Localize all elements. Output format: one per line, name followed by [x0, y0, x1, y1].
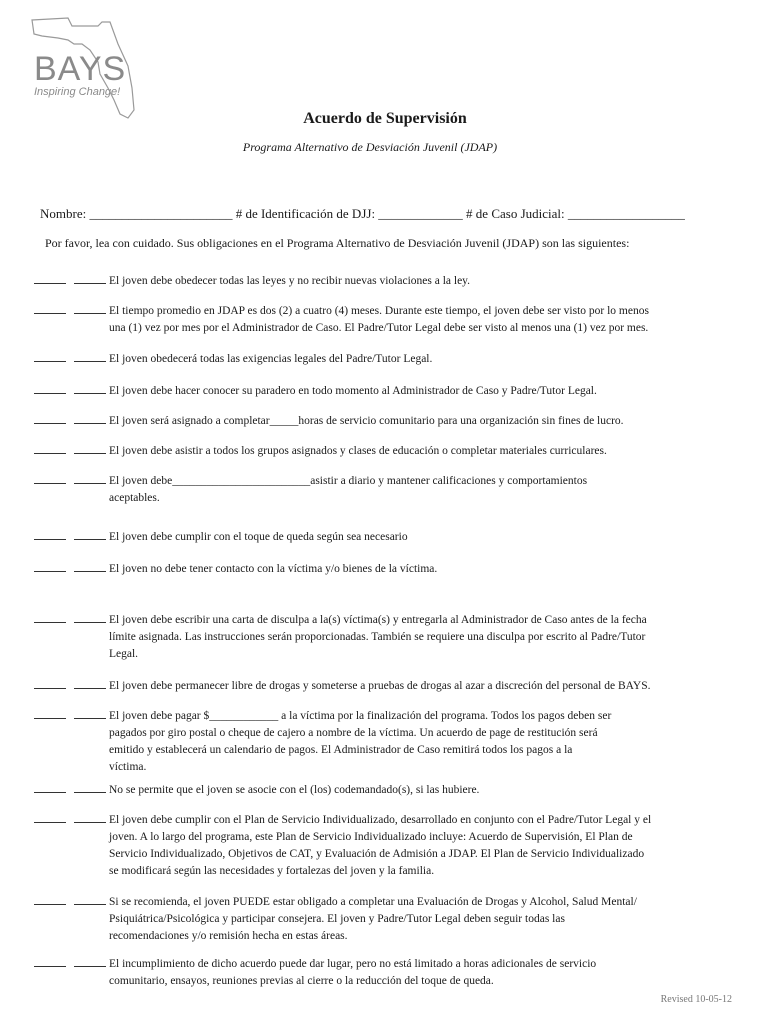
initial-blank-1[interactable] [34, 528, 66, 540]
obligation-text: El joven será asignado a completar_____horas de servicio comunitario para una organización sin fines de lucro. [109, 415, 624, 427]
initial-blank-2[interactable] [74, 781, 106, 793]
initial-blank-1[interactable] [34, 382, 66, 394]
obligation-item [34, 560, 437, 578]
initial-blank-1[interactable] [34, 893, 66, 905]
obligation-text: No se permite que el joven se asocie con el (los) codemandado(s), si las hubiere. [109, 784, 480, 796]
obligation-text: se modificará según las necesidades y fortalezas del joven y la familia. [109, 865, 435, 877]
document-subtitle: Programa Alternativo de Desviación Juvenil (JDAP) [242, 140, 498, 154]
obligation-text: pagados por giro postal o cheque de cajero a nombre de la víctima. Un acuerdo de page de restitución será [109, 727, 598, 739]
logo-name: BAYS [34, 50, 127, 88]
initial-blank-1[interactable] [34, 611, 66, 623]
intro-text: Por favor, lea con cuidado. Sus obligaciones en el Programa Alternativo de Desviación Juvenil (JDAP) son las siguientes: [45, 236, 630, 250]
initial-blank-1[interactable] [34, 472, 66, 484]
initial-blank-1[interactable] [34, 412, 66, 424]
obligation-item [34, 781, 479, 799]
initial-blank-1[interactable] [34, 707, 66, 719]
obligation-text: El joven debe permanecer libre de drogas y someterse a pruebas de drogas al azar a discreción del personal de BAYS. [109, 680, 651, 692]
obligation-item [34, 707, 611, 776]
obligation-item [34, 272, 470, 290]
obligation-item [34, 350, 432, 368]
initial-blank-1[interactable] [34, 442, 66, 454]
initial-blank-2[interactable] [74, 350, 106, 362]
obligation-text: El tiempo promedio en JDAP es dos (2) a cuatro (4) meses. Durante este tiempo, el joven debe ser visto por lo menos [109, 305, 649, 317]
obligation-text: El joven debe hacer conocer su paradero en todo momento al Administrador de Caso y Padre/Tutor Legal. [109, 385, 597, 397]
initial-blank-2[interactable] [74, 811, 106, 823]
obligation-text: Legal. [109, 648, 139, 660]
obligation-text: Si se recomienda, el joven PUEDE estar obligado a completar una Evaluación de Drogas y Alcohol, Salud Mental/ [109, 896, 637, 908]
obligation-item [34, 893, 637, 945]
obligation-text: El joven obedecerá todas las exigencias legales del Padre/Tutor Legal. [109, 353, 433, 365]
obligation-item [34, 442, 607, 460]
obligation-text: El joven debe________________________asistir a diario y mantener calificaciones y comportamientos [109, 475, 588, 487]
obligation-text: El joven debe cumplir con el toque de queda según sea necesario [109, 531, 408, 543]
obligation-text: El incumplimiento de dicho acuerdo puede dar lugar, pero no está limitado a horas adicionales de servicio [109, 958, 597, 970]
obligation-item [34, 528, 408, 546]
initial-blank-1[interactable] [34, 781, 66, 793]
obligation-item [34, 677, 650, 695]
document-title: Acuerdo de Supervisión [303, 110, 467, 127]
obligation-text: Psiquiátrica/Psicológica y participar consejera. El joven y Padre/Tutor Legal deben seguir todas las [109, 913, 565, 925]
initial-blank-2[interactable] [74, 382, 106, 394]
initial-blank-2[interactable] [74, 442, 106, 454]
logo-tagline: Inspiring Change! [34, 86, 121, 98]
initial-blank-2[interactable] [74, 893, 106, 905]
obligation-text: El joven debe pagar $____________ a la víctima por la finalización del programa. Todos los pagos deben ser [109, 710, 612, 722]
obligation-text: El joven debe asistir a todos los grupos asignados y clases de educación o completar materiales curriculares. [109, 445, 607, 457]
initial-blank-2[interactable] [74, 560, 106, 572]
obligation-item [34, 382, 597, 400]
obligation-text: comunitario, ensayos, reuniones previas al cierre o la reducción del toque de queda. [109, 975, 494, 987]
initial-blank-2[interactable] [74, 412, 106, 424]
initial-blank-1[interactable] [34, 272, 66, 284]
initial-blank-1[interactable] [34, 677, 66, 689]
obligation-text: víctima. [109, 761, 147, 773]
obligation-text: una (1) vez por mes por el Administrador de Caso. El Padre/Tutor Legal debe ser visto al menos una (1) vez por mes. [109, 322, 649, 334]
initial-blank-1[interactable] [34, 560, 66, 572]
obligation-item [34, 955, 596, 990]
initial-blank-2[interactable] [74, 955, 106, 967]
obligation-item [34, 611, 647, 663]
initial-blank-2[interactable] [74, 272, 106, 284]
initial-blank-2[interactable] [74, 611, 106, 623]
obligation-item [34, 811, 651, 880]
obligation-item [34, 412, 624, 430]
obligation-text: aceptables. [109, 492, 160, 504]
initial-blank-2[interactable] [74, 472, 106, 484]
obligation-text: El joven debe obedecer todas las leyes y no recibir nuevas violaciones a la ley. [109, 275, 471, 287]
initial-blank-2[interactable] [74, 707, 106, 719]
obligation-text: Servicio Individualizado, Objetivos de CAT, y Evaluación de Admisión a JDAP. El Plan de Servicio Individualizado [109, 848, 645, 860]
obligation-item [34, 302, 649, 337]
obligation-text: El joven debe escribir una carta de disculpa a la(s) víctima(s) y entregarla al Administrador de Caso antes de la fecha [109, 614, 647, 626]
initial-blank-2[interactable] [74, 528, 106, 540]
obligation-text: joven. A lo largo del programa, este Plan de Servicio Individualizado incluye: Acuerdo de Supervisión, El Plan de [109, 831, 633, 843]
initial-blank-2[interactable] [74, 677, 106, 689]
obligation-text: emitido y establecerá un calendario de pagos. El Administrador de Caso remitirá todos los pagos a la [109, 744, 573, 756]
obligation-text: El joven no debe tener contacto con la víctima y/o bienes de la víctima. [109, 563, 438, 575]
revision-footer: Revised 10-05-12 [660, 994, 732, 1005]
obligation-text: El joven debe cumplir con el Plan de Servicio Individualizado, desarrollado en conjunto con el Padre/Tutor Legal y el [109, 814, 652, 826]
obligation-text: recomendaciones y/o remisión hecha en estas áreas. [109, 930, 348, 942]
initial-blank-1[interactable] [34, 955, 66, 967]
obligation-text: límite asignada. Las instrucciones serán proporcionadas. También se requiere una disculpa por escrito al Padre/Tutor [109, 631, 646, 643]
initial-blank-1[interactable] [34, 811, 66, 823]
identification-line: Nombre: ______________________ # de Identificación de DJJ: _____________ # de Caso Judicial: __________________ [40, 206, 685, 221]
obligation-item [34, 472, 587, 507]
initial-blank-1[interactable] [34, 302, 66, 314]
initial-blank-1[interactable] [34, 350, 66, 362]
initial-blank-2[interactable] [74, 302, 106, 314]
